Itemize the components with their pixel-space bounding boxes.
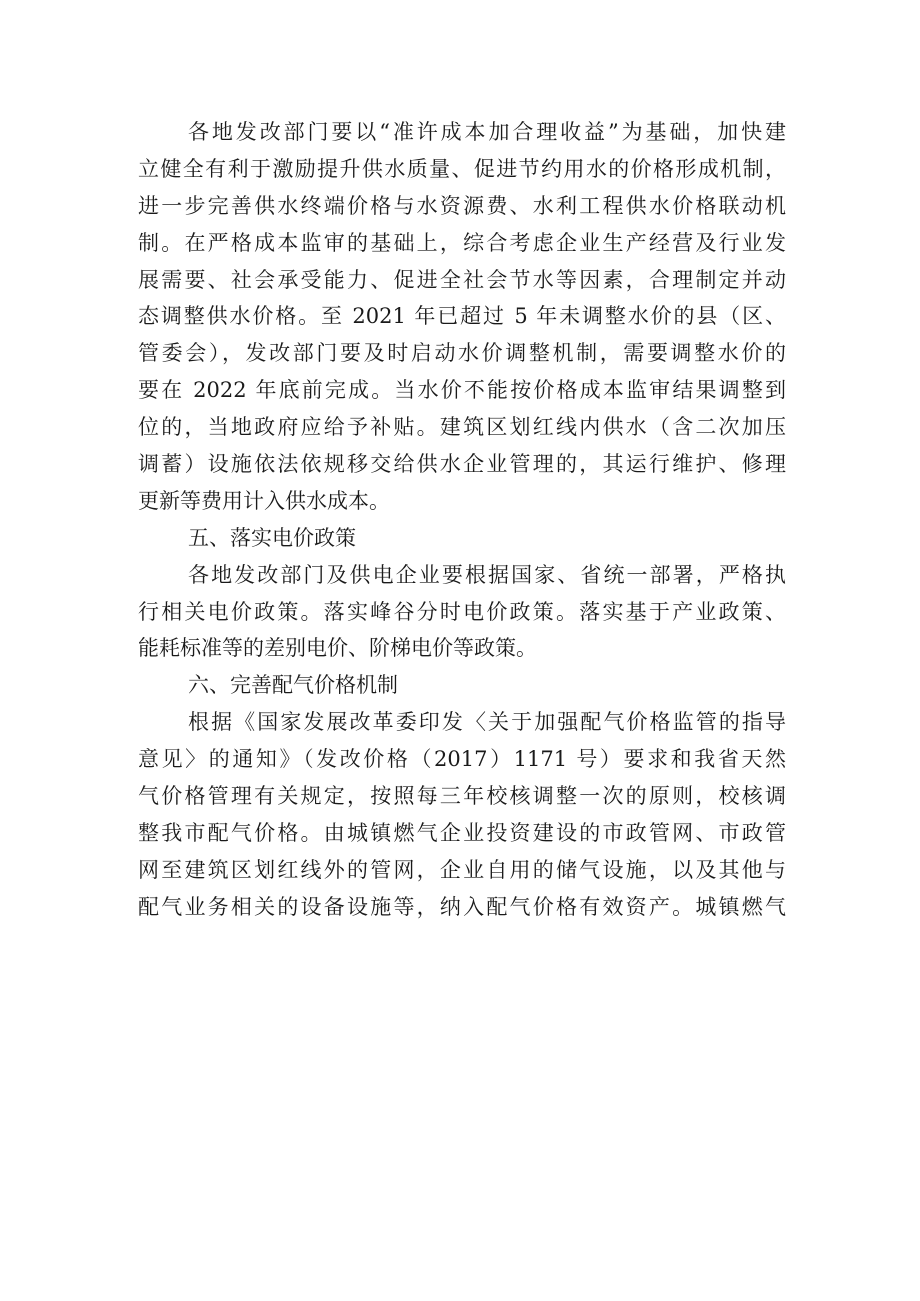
text-line: 根据《国家发展改革委印发〈关于加强配气价格监管的指导	[188, 710, 786, 735]
heading-text: 五、落实电价政策	[188, 525, 356, 550]
text-line: 配气业务相关的设备设施等，纳入配气价格有效资产。城镇燃气	[138, 894, 786, 919]
text-line: 管委会），发改部门要及时启动水价调整机制，需要调整水价的	[138, 341, 786, 366]
heading-text: 六、完善配气价格机制	[188, 673, 398, 698]
text-line: 各地发改部门要以“准许成本加合理收益”为基础，加快建	[188, 120, 786, 144]
text-line: 展需要、社会承受能力、促进全社会节水等因素，合理制定并动	[138, 267, 786, 292]
document-body	[138, 114, 786, 926]
text-line: 调蓄）设施依法依规移交给供水企业管理的，其运行维护、修理	[138, 452, 786, 477]
section-heading-electricity	[138, 520, 786, 557]
paragraph-gas-price	[138, 704, 786, 925]
paragraph-electricity-price	[138, 557, 786, 668]
text-line: 气价格管理有关规定，按照每三年校核调整一次的原则，校核调	[138, 784, 786, 809]
text-line: 进一步完善供水终端价格与水资源费、水利工程供水价格联动机	[138, 193, 786, 218]
text-line: 意见〉的通知》（发改价格（2017）1171 号）要求和我省天然	[138, 747, 786, 772]
paragraph-water-price	[138, 114, 786, 520]
text-line: 制。在严格成本监审的基础上，综合考虑企业生产经营及行业发	[138, 230, 786, 255]
text-line: 网至建筑区划红线外的管网，企业自用的储气设施，以及其他与	[138, 857, 786, 882]
text-line: 态调整供水价格。至 2021 年已超过 5 年未调整水价的县（区、	[138, 304, 786, 329]
text-line: 更新等费用计入供水成本。	[138, 488, 390, 513]
section-heading-gas	[138, 667, 786, 704]
text-line: 立健全有利于激励提升供水质量、促进节约用水的价格形成机制，	[138, 156, 786, 181]
text-line: 要在 2022 年底前完成。当水价不能按价格成本监审结果调整到	[138, 378, 786, 403]
text-line: 能耗标准等的差别电价、阶梯电价等政策。	[138, 636, 537, 661]
text-line: 行相关电价政策。落实峰谷分时电价政策。落实基于产业政策、	[138, 599, 786, 624]
text-line: 整我市配气价格。由城镇燃气企业投资建设的市政管网、市政管	[138, 820, 786, 845]
text-line: 位的，当地政府应给予补贴。建筑区划红线内供水（含二次加压	[138, 415, 786, 440]
text-line: 各地发改部门及供电企业要根据国家、省统一部署，严格执	[188, 562, 786, 587]
